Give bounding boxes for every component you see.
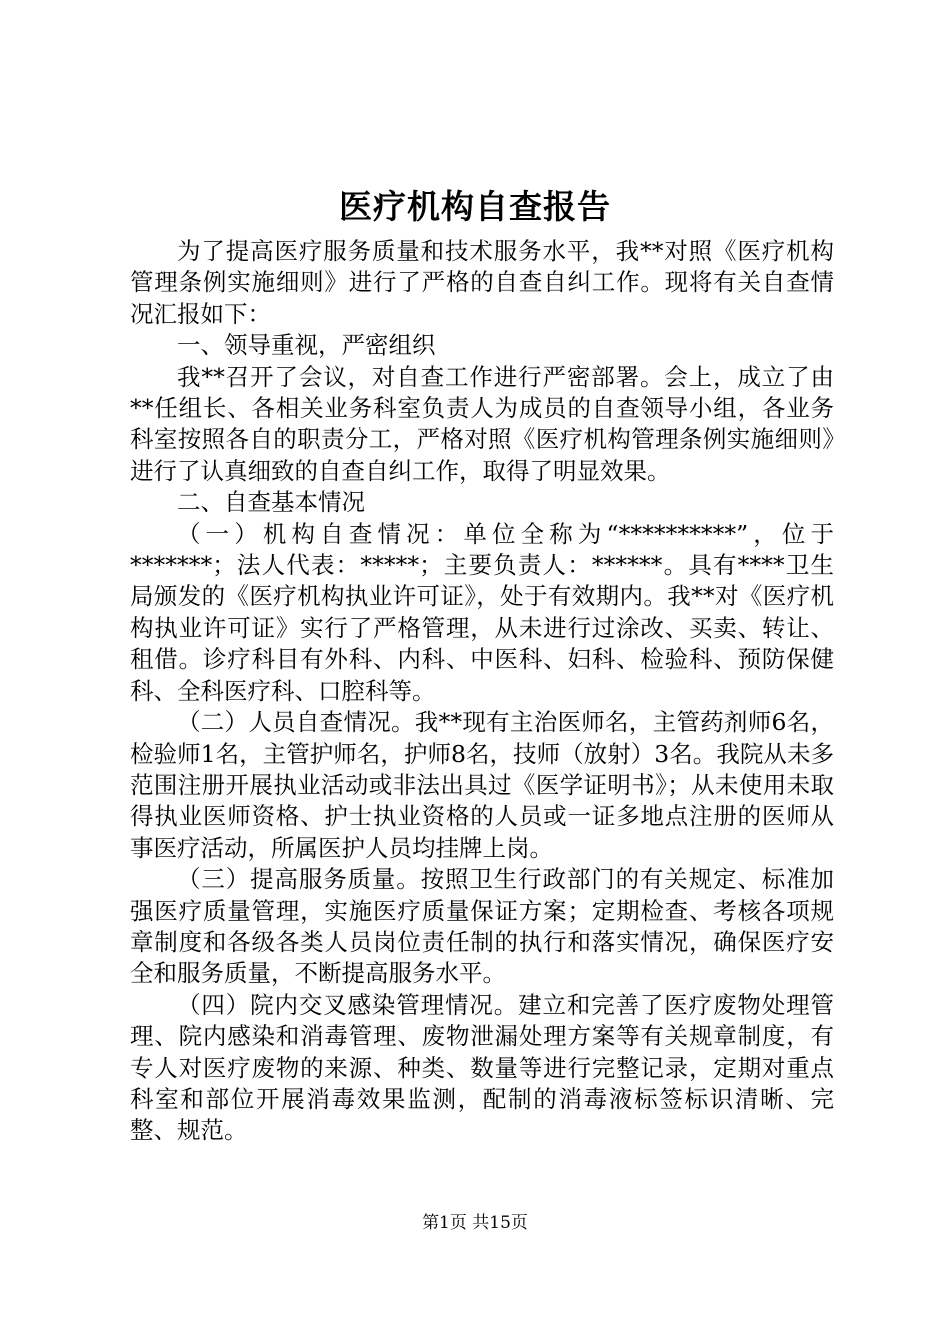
section-heading-self-check: 二、自查基本情况	[177, 488, 365, 517]
institution-check-paragraph: （一）机构自查情况：单位全称为“**********”，位于*******；法人代表：*****；主要负责人：******。具有****卫生局颁发的《医疗机构执业许可证》，处于有效期内。我**对《医疗机构执业许可证》实行了严格管理，从未进行过涂改、买卖、转让、租借。诊疗科目有外科、内科、中医科、妇科、检验科、预防保健科、全科医疗科、口腔科等。	[130, 519, 834, 705]
document-body	[130, 236, 834, 1147]
service-quality-paragraph: （三）提高服务质量。按照卫生行政部门的有关规定、标准加强医疗质量管理，实施医疗质量保证方案；定期检查、考核各项规章制度和各级各类人员岗位责任制的执行和落实情况，确保医疗安全和服务质量，不断提高服务水平。	[130, 865, 834, 988]
infection-control-paragraph: （四）院内交叉感染管理情况。建立和完善了医疗废物处理管理、院内感染和消毒管理、废物泄漏处理方案等有关规章制度，有专人对医疗废物的来源、种类、数量等进行完整记录，定期对重点科室和部位开展消毒效果监测，配制的消毒液标签标识清晰、完整、规范。	[130, 990, 834, 1145]
leadership-paragraph: 我**召开了会议，对自查工作进行严密部署。会上，成立了由**任组长、各相关业务科室负责人为成员的自查领导小组，各业务科室按照各自的职责分工，严格对照《医疗机构管理条例实施细则》进行了认真细致的自查自纠工作，取得了明显效果。	[130, 362, 834, 485]
intro-paragraph: 为了提高医疗服务质量和技术服务水平，我**对照《医疗机构管理条例实施细则》进行了严格的自查自纠工作。现将有关自查情况汇报如下：	[130, 237, 834, 328]
section-heading-leadership: 一、领导重视，严密组织	[177, 331, 436, 360]
staff-check-paragraph: （二）人员自查情况。我**现有主治医师名，主管药剂师6名，检验师1名，主管护师名，护师8名，技师（放射）3名。我院从未多范围注册开展执业活动或非法出具过《医学证明书》；从未使用未取得执业医师资格、护士执业资格的人员或一证多地点注册的医师从事医疗活动，所属医护人员均挂牌上岗。	[130, 708, 834, 862]
document-title: 医疗机构自查报告	[339, 187, 611, 226]
page-number-footer: 第1页 共15页	[422, 1213, 528, 1233]
